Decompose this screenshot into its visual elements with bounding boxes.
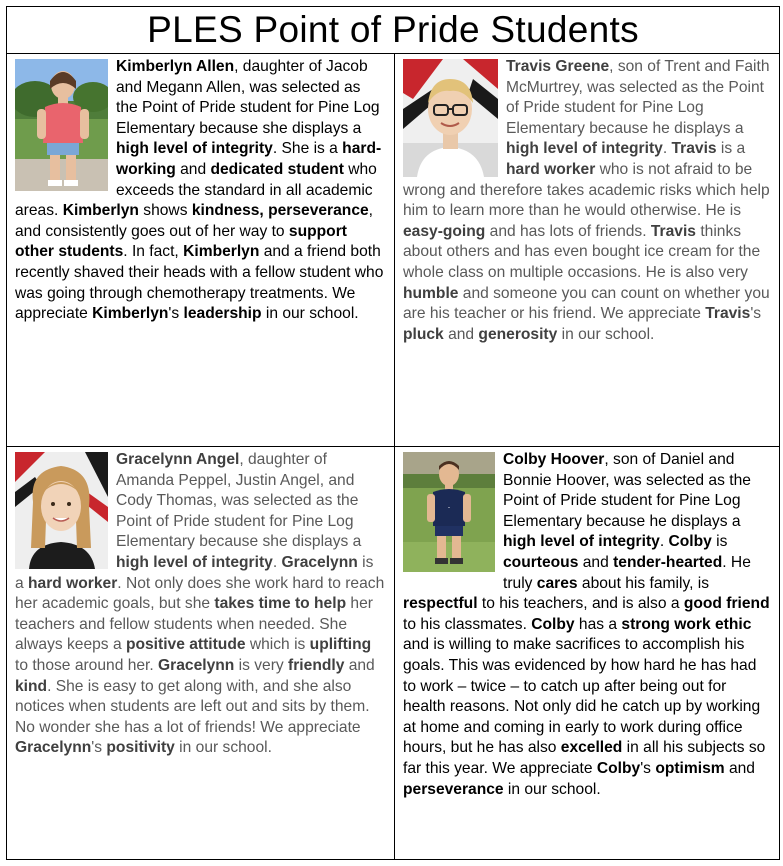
- bold-phrase: hard-working: [116, 140, 382, 178]
- text-run: and: [724, 759, 755, 777]
- student-card-kimberlyn-allen: [7, 54, 394, 446]
- bold-phrase: strong work ethic: [621, 615, 752, 633]
- bold-phrase: high level of integrity: [116, 140, 273, 158]
- text-run: and: [443, 325, 479, 343]
- text-run: .: [662, 140, 672, 158]
- bold-phrase: positivity: [106, 739, 175, 757]
- text-run: in our school.: [174, 739, 272, 757]
- text-run: is a: [15, 553, 374, 592]
- student-photo-gracelynn-angel: [15, 452, 108, 569]
- bold-phrase: Travis: [705, 305, 751, 323]
- bold-phrase: positive attitude: [125, 636, 246, 654]
- text-run: who is not afraid to be wrong and therefore takes academic risks which help him to learn more than he would otherwise. He is: [403, 160, 770, 220]
- bold-phrase: leadership: [183, 305, 262, 323]
- bold-phrase: Gracelynn: [15, 739, 92, 757]
- text-run: 's: [91, 739, 107, 757]
- text-run: has a: [574, 615, 622, 633]
- student-photo-travis-greene: [403, 59, 498, 177]
- text-run: and: [578, 553, 614, 571]
- student-photo-kimberlyn-allen: [15, 59, 108, 191]
- text-run: and a friend both recently shaved their heads with a fellow student who was going through chemotherapy treatments. We appreciate: [15, 243, 384, 323]
- text-run: , and consistently goes out of her way to: [15, 202, 374, 240]
- text-run: her teachers and fellow students when needed. She always keeps a: [15, 595, 373, 654]
- student-photo-colby-hoover: [403, 452, 495, 572]
- bold-phrase: Kimberlyn: [62, 202, 139, 220]
- text-run: .: [659, 533, 669, 551]
- bold-phrase: uplifting: [309, 636, 372, 654]
- text-run: in our school.: [261, 305, 359, 323]
- student-card-colby-hoover: [395, 447, 781, 860]
- text-run: is very: [234, 656, 289, 674]
- student-card-travis-greene: [395, 54, 781, 446]
- bold-phrase: respectful: [403, 595, 478, 613]
- bold-phrase: perseverance: [403, 780, 504, 798]
- text-run: in all his subjects so far this year. We appreciate: [403, 739, 766, 777]
- text-run: . Not only does she work hard to reach her academic goals, but she: [15, 574, 385, 613]
- text-run: is: [711, 533, 728, 551]
- bold-phrase: dedicated student: [210, 160, 344, 178]
- bold-phrase: Kimberlyn Allen: [116, 58, 235, 75]
- bold-phrase: generosity: [478, 325, 558, 343]
- point-of-pride-sheet: [6, 6, 780, 860]
- bold-phrase: Colby: [531, 615, 575, 633]
- text-run: to his classmates.: [403, 615, 532, 633]
- text-run: which is: [245, 636, 310, 654]
- text-run: and is willing to make sacrifices to accomplish his goals. This was evidenced by how hard he has had to work – twice – to catch up after being out for health reasons. Not only did he catch up by working at home and coming in early to work during office hours, but he has also: [403, 636, 761, 757]
- text-run: 's: [168, 305, 184, 323]
- text-run: in our school.: [503, 780, 601, 798]
- bold-phrase: hard worker: [506, 160, 596, 178]
- bold-phrase: pluck: [403, 325, 444, 343]
- text-run: , daughter of Jacob and Megann Allen, was selected as the Point of Pride student for Pine Log Elementary because she displays a: [116, 58, 380, 137]
- text-run: shows: [138, 202, 192, 220]
- bold-phrase: takes time to help: [214, 595, 347, 613]
- text-run: in our school.: [557, 325, 655, 343]
- bold-phrase: kindness, perseverance: [191, 202, 369, 220]
- bold-phrase: Kimberlyn: [92, 305, 169, 323]
- text-run: about his family, is: [577, 574, 710, 592]
- bold-phrase: high level of integrity: [503, 533, 660, 551]
- bold-phrase: Colby: [596, 759, 641, 777]
- bold-phrase: courteous: [503, 553, 579, 571]
- text-run: . She is easy to get along with, and she also notices when students are left out and sits by them. No wonder she has a lot of friends! We appreciate: [15, 677, 370, 736]
- bold-phrase: Kimberlyn: [183, 243, 260, 261]
- text-run: to his teachers, and is also a: [477, 595, 684, 613]
- text-run: and someone you can count on whether you are his teacher or his friend. We appreciate: [403, 284, 770, 323]
- text-run: and has lots of friends.: [485, 222, 651, 240]
- text-run: 's: [750, 305, 762, 323]
- text-run: and: [344, 656, 375, 674]
- bold-phrase: optimism: [655, 759, 725, 777]
- bold-phrase: Colby Hoover: [503, 451, 605, 468]
- bold-phrase: friendly: [288, 656, 345, 674]
- bold-phrase: tender-hearted: [613, 553, 723, 571]
- text-run: .: [272, 553, 282, 571]
- bold-phrase: cares: [536, 574, 578, 592]
- text-run: thinks about others and has even bought ice cream for the whole class on multiple occasions. He is also very: [403, 222, 761, 281]
- bold-phrase: high level of integrity: [506, 140, 663, 158]
- text-run: to those around her.: [15, 656, 159, 674]
- bold-phrase: humble: [403, 284, 459, 302]
- bold-phrase: good friend: [683, 595, 770, 613]
- svg-text:·: ·: [447, 502, 451, 512]
- text-run: . He truly: [503, 553, 751, 592]
- bold-phrase: support other students: [15, 222, 347, 261]
- page-title: PLES Point of Pride Students: [7, 7, 779, 54]
- bold-phrase: kind: [15, 677, 48, 695]
- bold-phrase: Travis Greene: [506, 58, 610, 75]
- student-card-gracelynn-angel: [7, 447, 394, 860]
- bold-phrase: Travis: [650, 222, 696, 240]
- text-run: who exceeds the standard in all academic areas.: [15, 160, 377, 220]
- bold-phrase: high level of integrity: [116, 553, 273, 571]
- bold-phrase: Colby: [668, 533, 712, 551]
- bold-phrase: hard worker: [28, 574, 118, 592]
- text-run: . She is a: [272, 140, 343, 158]
- bold-phrase: excelled: [560, 739, 623, 757]
- text-run: . In fact,: [123, 243, 184, 261]
- text-run: , daughter of Amanda Peppel, Justin Angel, and Cody Thomas, was selected as the Point of Pride student for Pine Log Elementary because she displays a: [116, 451, 362, 551]
- bold-phrase: Gracelynn Angel: [116, 451, 240, 468]
- text-run: , son of Trent and Faith McMurtrey, was selected as the Point of Pride student for Pine Log Elementary because he displays a: [506, 58, 770, 137]
- text-run: , son of Daniel and Bonnie Hoover, was selected as the Point of Pride student for Pine Log Elementary because he displays a: [503, 451, 751, 530]
- text-run: is a: [716, 140, 746, 158]
- bold-phrase: Gracelynn: [281, 553, 358, 571]
- text-run: 's: [640, 759, 656, 777]
- bold-phrase: Travis: [671, 140, 717, 158]
- bold-phrase: easy-going: [403, 222, 486, 240]
- text-run: and: [175, 160, 211, 178]
- bold-phrase: Gracelynn: [158, 656, 235, 674]
